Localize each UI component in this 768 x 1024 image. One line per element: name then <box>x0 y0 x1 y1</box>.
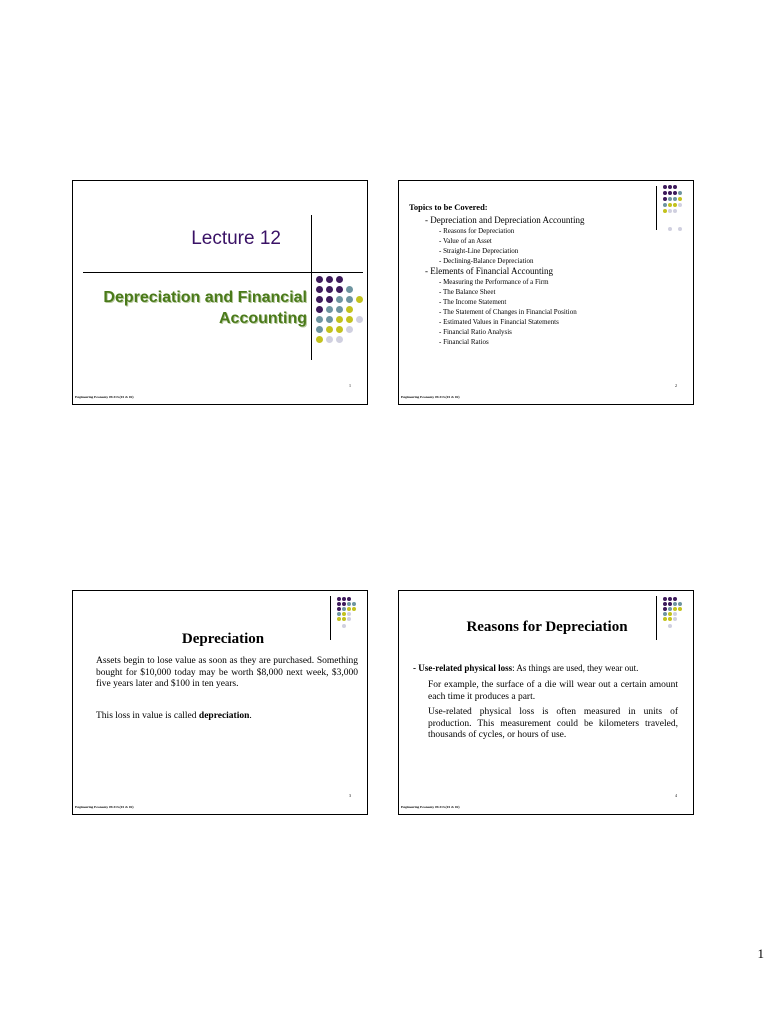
lecture-label: Lecture 12 <box>191 228 281 249</box>
divider-horizontal <box>83 272 363 273</box>
bullet-item <box>413 663 683 674</box>
slide-footer: Engineering Economy 09.313.(01 & 02) <box>75 395 134 399</box>
paragraph-2 <box>96 711 358 723</box>
paragraph-2-end: . <box>249 711 252 721</box>
slide-title: Reasons for Depreciation <box>466 619 628 635</box>
paragraph-1: Assets begin to lose value as soon as they are purchased. Something bought for $10,000 today may be worth $8,000 next week, $3,000 five years later and $100 in ten years. <box>96 656 358 689</box>
slide-2 <box>398 180 694 405</box>
topic-item: - Elements of Financial Accounting <box>425 265 553 276</box>
slide-number: 3 <box>349 793 351 798</box>
slide-1 <box>72 180 368 405</box>
slide-footer: Engineering Economy 09.313.(01 & 02) <box>75 805 134 809</box>
topic-subitem: - Estimated Values in Financial Statements <box>439 317 559 326</box>
slide-footer: Engineering Economy 09.313.(01 & 02) <box>401 395 460 399</box>
slide-4 <box>398 590 694 815</box>
slide-number: 1 <box>349 383 351 388</box>
topic-subitem: - Financial Ratios <box>439 337 489 346</box>
title-line-2: Accounting <box>219 310 307 327</box>
slide-title <box>103 287 307 329</box>
divider-vertical <box>656 186 657 230</box>
title-line-1: Depreciation and Financial <box>103 289 307 306</box>
topic-subitem: - Declining-Balance Depreciation <box>439 256 534 265</box>
divider-vertical <box>311 215 312 360</box>
topics-list <box>409 203 584 347</box>
bullet-text: : As things are used, they wear out. <box>512 663 639 673</box>
slide-3 <box>72 590 368 815</box>
bullet-term: - Use-related physical loss <box>413 663 513 673</box>
topic-subitem: - The Balance Sheet <box>439 287 496 296</box>
topic-subitem: - Measuring the Performance of a Firm <box>439 277 549 286</box>
slide-number: 4 <box>675 793 677 798</box>
page-number: 1 <box>757 946 764 961</box>
topic-item: - Depreciation and Depreciation Accounting <box>425 214 585 225</box>
term-depreciation: depreciation <box>198 711 250 721</box>
topic-subitem: - Straight-Line Depreciation <box>439 246 519 255</box>
slide-footer: Engineering Economy 09.313.(01 & 02) <box>401 805 460 809</box>
topic-subitem: - Reasons for Depreciation <box>439 226 515 235</box>
topic-subitem: - The Statement of Changes in Financial Position <box>439 307 577 316</box>
slide-title: Depreciation <box>181 631 265 647</box>
topic-subitem: - The Income Statement <box>439 297 507 306</box>
paragraph-1: For example, the surface of a die will wear out a certain amount each time it produces a part. <box>428 680 678 702</box>
topic-subitem: - Financial Ratio Analysis <box>439 327 512 336</box>
slide-number: 2 <box>675 383 677 388</box>
topics-heading: Topics to be Covered: <box>409 202 488 212</box>
paragraph-2-text: This loss in value is called <box>96 711 199 721</box>
paragraph-2: Use-related physical loss is often measured in units of production. This measurement could be kilometers traveled, thousands of cycles, or hours of use. <box>428 707 678 740</box>
topic-subitem: - Value of an Asset <box>439 236 492 245</box>
